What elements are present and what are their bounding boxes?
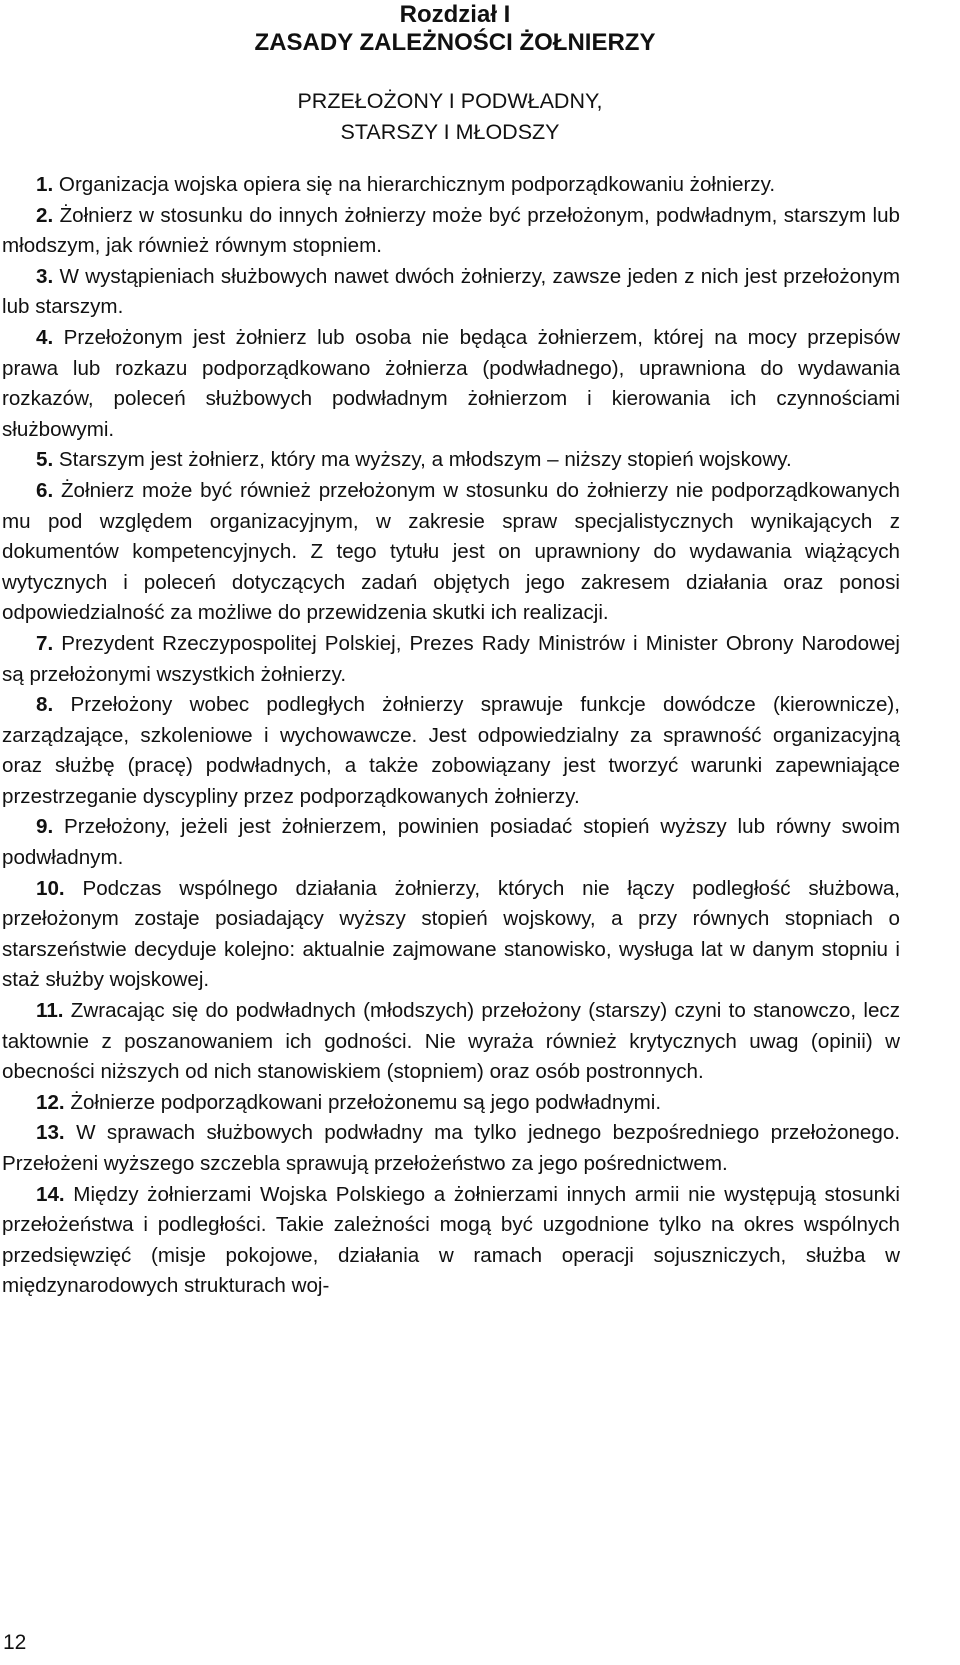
paragraph-9 [2, 812, 900, 873]
chapter-label: Rozdział I [399, 1, 511, 28]
paragraph-text: Przełożony wobec podległych żołnierzy sprawuje funkcje dowódcze (kierownicze), zarządzające, szkoleniowe i wychowawcze. Jest odpowiedzialny za sprawność organizacyjną oraz służbę (pracę) podwładnych, a także zobowiązany jest tworzyć warunki zapewniające przestrzeganie dyscypliny przez podporządkowanych żołnierzy. [2, 693, 900, 808]
paragraph-5 [2, 445, 900, 476]
paragraph-number: 7. [36, 631, 54, 655]
paragraph-text: Organizacja wojska opiera się na hierarchicznym podporządkowaniu żołnierzy. [58, 173, 776, 196]
paragraph-number: 12. [36, 1090, 65, 1114]
paragraph-text: Zwracając się do podwładnych (młodszych) przełożony (starszy) czyni to stanowczo, lecz taktownie z poszanowaniem ich godności. Nie wyraża również krytycznych uwag (opinii) w obecności niższych od nich stanowiskiem (stopniem) oraz osób postronnych. [2, 999, 900, 1084]
paragraph-number: 10. [36, 876, 65, 900]
paragraph-text: W sprawach służbowych podwładny ma tylko jednego bezpośredniego przełożonego. Przełożeni wyższego szczebla sprawują przełożeństwo za jego pośrednictwem. [2, 1121, 900, 1175]
paragraph-text: Prezydent Rzeczypospolitej Polskiej, Prezes Rady Ministrów i Minister Obrony Narodowej są przełożonymi wszystkich żołnierzy. [2, 631, 900, 686]
paragraph-12 [2, 1088, 900, 1119]
paragraph-number: 14. [36, 1182, 65, 1206]
paragraph-2 [2, 201, 900, 262]
paragraph-text: Podczas wspólnego działania żołnierzy, których nie łączy podległość służbowa, przełożonym zostaje posiadający wyższy stopień wojskowy, a przy równych stopniach o starszeństwie decyduje kolejno: aktualnie zajmowane stanowisko, wysługa lat w danym stopniu i staż służby wojskowej. [2, 876, 900, 992]
paragraph-10 [2, 874, 900, 996]
paragraph-8 [2, 690, 900, 812]
paragraph-number: 13. [36, 1121, 65, 1145]
paragraph-text: Żołnierze podporządkowani przełożonemu są jego podwładnymi. [70, 1090, 662, 1114]
paragraph-4 [2, 323, 900, 445]
paragraph-number: 6. [36, 478, 54, 502]
paragraph-number: 9. [36, 815, 54, 839]
paragraph-text: Żołnierz w stosunku do innych żołnierzy może być przełożonym, podwładnym, starszym lub młodszym, jak również równym stopniem. [2, 203, 900, 258]
paragraph-number: 8. [36, 693, 54, 717]
paragraph-text: Przełożonym jest żołnierz lub osoba nie będąca żołnierzem, której na mocy przepisów prawa lub rozkazu podporządkowano żołnierza (podwładnego), uprawniona do wydawania rozkazów, poleceń służbowych podwładnym żołnierzom i kierowania ich czynnościami służbowymi. [2, 325, 900, 441]
paragraph-11 [2, 996, 900, 1088]
paragraph-number: 5. [36, 448, 54, 472]
paragraph-text: Między żołnierzami Wojska Polskiego a żołnierzami innych armii nie występują stosunki przełożeństwa i podległości. Takie zależności mogą być uzgodnione tylko na okres wspólnych przedsięwzięć (misje pokojowe, działania w ramach operacji sojuszniczych, służba w międzynarodowych strukturach woj- [2, 1182, 900, 1298]
section-heading-line-1: PRZEŁOŻONY I PODWŁADNY, [297, 89, 603, 113]
paragraph-number: 2. [36, 203, 54, 227]
paragraph-6 [2, 476, 900, 629]
paragraph-text: Starszym jest żołnierz, który ma wyższy, a młodszym – niższy stopień wojskowy. [58, 448, 792, 472]
body-text [2, 170, 900, 1302]
section-heading [0, 86, 900, 148]
paragraph-number: 3. [36, 264, 54, 288]
paragraph-text: W wystąpieniach służbowych nawet dwóch żołnierzy, zawsze jeden z nich jest przełożonym lub starszym. [2, 264, 900, 319]
paragraph-7 [2, 629, 900, 690]
paragraph-text: Żołnierz może być również przełożonym w stosunku do żołnierzy nie podporządkowanych mu pod względem organizacyjnym, w zakresie spraw specjalistycznych wynikających z dokumentów kompetencyjnych. Z tego tytułu jest on uprawniony do wydawania wiążących wytycznych i poleceń dotyczących zadań objętych jego zakresem działania oraz ponosi odpowiedzialność za możliwe do przewidzenia skutki ich realizacji. [2, 478, 900, 625]
section-heading-line-2: STARSZY I MŁODSZY [340, 120, 560, 144]
paragraph-3 [2, 262, 900, 323]
paragraph-number: 11. [36, 999, 64, 1023]
paragraph-13 [2, 1118, 900, 1179]
page-number: 12 [3, 1631, 27, 1654]
paragraph-number: 1. [36, 173, 54, 196]
chapter-title: ZASADY ZALEŻNOŚCI ŻOŁNIERZY [254, 29, 656, 56]
paragraph-number: 4. [36, 325, 54, 349]
paragraph-1 [2, 170, 900, 201]
paragraph-14 [2, 1180, 900, 1302]
paragraph-text: Przełożony, jeżeli jest żołnierzem, powinien posiadać stopień wyższy lub równy swoim podwładnym. [2, 815, 900, 870]
